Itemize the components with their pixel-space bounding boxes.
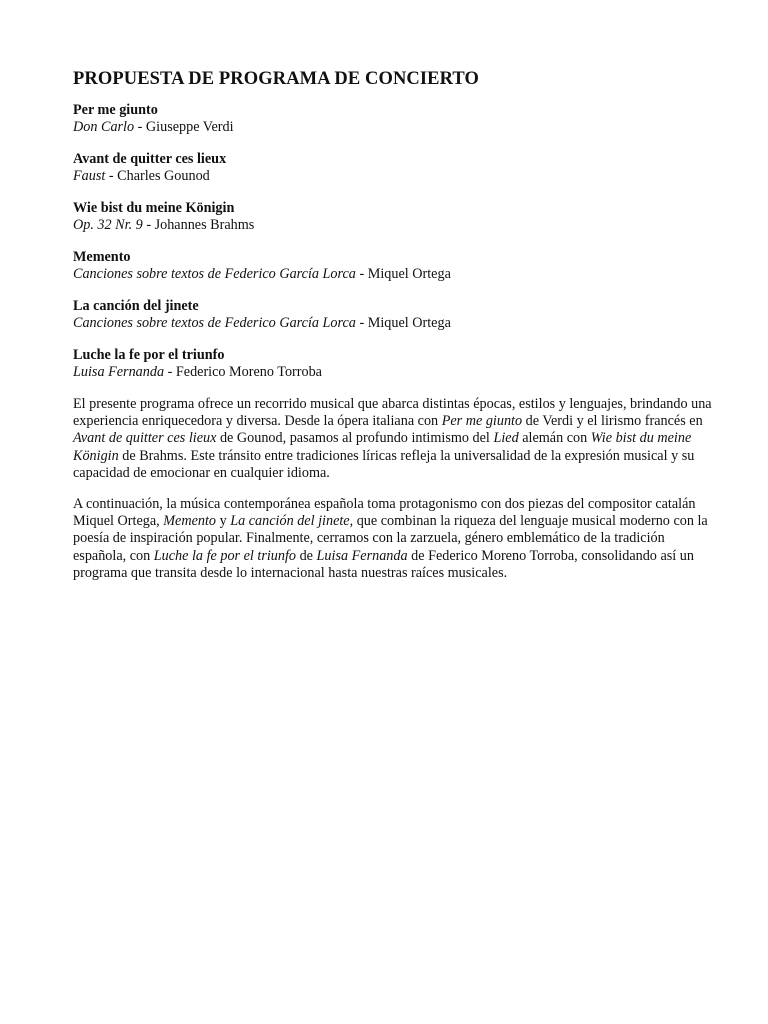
italic-text: Avant de quitter ces lieux	[73, 430, 217, 447]
italic-text: Memento	[163, 513, 217, 530]
italic-text: La canción del jinete	[230, 513, 350, 530]
piece-separator: -	[164, 364, 176, 380]
description-paragraph	[73, 396, 713, 482]
program-item	[73, 347, 713, 381]
piece-composer: Miquel Ortega	[367, 266, 451, 282]
piece-source	[73, 266, 713, 283]
program-item	[73, 298, 713, 332]
piece-work: Luisa Fernanda	[73, 364, 165, 380]
program-item	[73, 200, 713, 234]
piece-work: Op. 32 Nr. 9	[73, 217, 143, 233]
paragraph-text: El presente programa ofrece un recorrido musical que abarca distintas épocas, estilos y lenguajes, brindando una experiencia enriquecedora y diversa. Desde la ópera italiana con	[73, 396, 712, 430]
piece-composer: Giuseppe Verdi	[145, 119, 234, 135]
paragraph-text: y	[216, 513, 231, 530]
program-list	[73, 102, 713, 381]
piece-separator: -	[142, 217, 155, 233]
description-paragraph	[73, 496, 713, 582]
italic-text: Lied	[493, 430, 519, 447]
piece-source	[73, 364, 713, 381]
document-title: PROPUESTA DE PROGRAMA DE CONCIERTO	[73, 69, 480, 89]
piece-composer: Miquel Ortega	[367, 315, 451, 331]
piece-separator: -	[134, 119, 146, 135]
paragraph-text: de Federico Moreno Torroba, consolidando así un programa que transita desde lo internacional hasta nuestras raíces musicales.	[73, 547, 694, 581]
piece-name: Memento	[73, 249, 131, 265]
piece-work: Don Carlo	[73, 119, 135, 135]
paragraph-text: de Verdi y el lirismo francés en	[522, 413, 703, 430]
piece-source	[73, 315, 713, 332]
italic-text: Per me giunto	[441, 413, 523, 430]
piece-name: Luche la fe por el triunfo	[73, 347, 225, 363]
italic-text: Luisa Fernanda	[316, 547, 408, 564]
document-page	[73, 68, 713, 596]
piece-composer: Federico Moreno Torroba	[175, 364, 322, 380]
piece-source	[73, 217, 713, 234]
piece-name: Per me giunto	[73, 102, 158, 118]
piece-name: Avant de quitter ces lieux	[73, 151, 227, 167]
piece-name: Wie bist du meine Königin	[73, 200, 235, 216]
piece-separator: -	[105, 168, 118, 184]
paragraph-text: A continuación, la música contemporánea española toma protagonismo con dos piezas del compositor catalán Miquel Ortega,	[73, 496, 696, 530]
piece-source	[73, 168, 713, 185]
paragraph-text: , que combinan la riqueza del lenguaje musical moderno con la poesía de inspiración popular. Finalmente, cerramos con la zarzuela, género emblemático de la tradición española, con	[73, 513, 708, 564]
paragraph-text: de Gounod, pasamos al profundo intimismo del	[216, 430, 494, 447]
program-item	[73, 249, 713, 283]
italic-text: Wie bist du meine Königin	[73, 430, 692, 464]
piece-work: Canciones sobre textos de Federico García Lorca	[73, 315, 356, 331]
piece-work: Canciones sobre textos de Federico García Lorca	[73, 266, 356, 282]
piece-source	[73, 119, 713, 136]
piece-composer: Johannes Brahms	[154, 217, 255, 233]
piece-separator: -	[355, 315, 368, 331]
paragraph-text: de Brahms. Este tránsito entre tradiciones líricas refleja la universalidad de la expresión musical y su capacidad de emocionar en cualquier idioma.	[73, 447, 695, 481]
piece-name: La canción del jinete	[73, 298, 199, 314]
piece-separator: -	[355, 266, 368, 282]
piece-composer: Charles Gounod	[117, 168, 210, 184]
paragraph-text: alemán con	[518, 430, 591, 447]
italic-text: Luche la fe por el triunfo	[153, 547, 297, 564]
paragraph-text: de	[296, 547, 317, 564]
program-item	[73, 102, 713, 136]
program-item	[73, 151, 713, 185]
piece-work: Faust	[73, 168, 106, 184]
